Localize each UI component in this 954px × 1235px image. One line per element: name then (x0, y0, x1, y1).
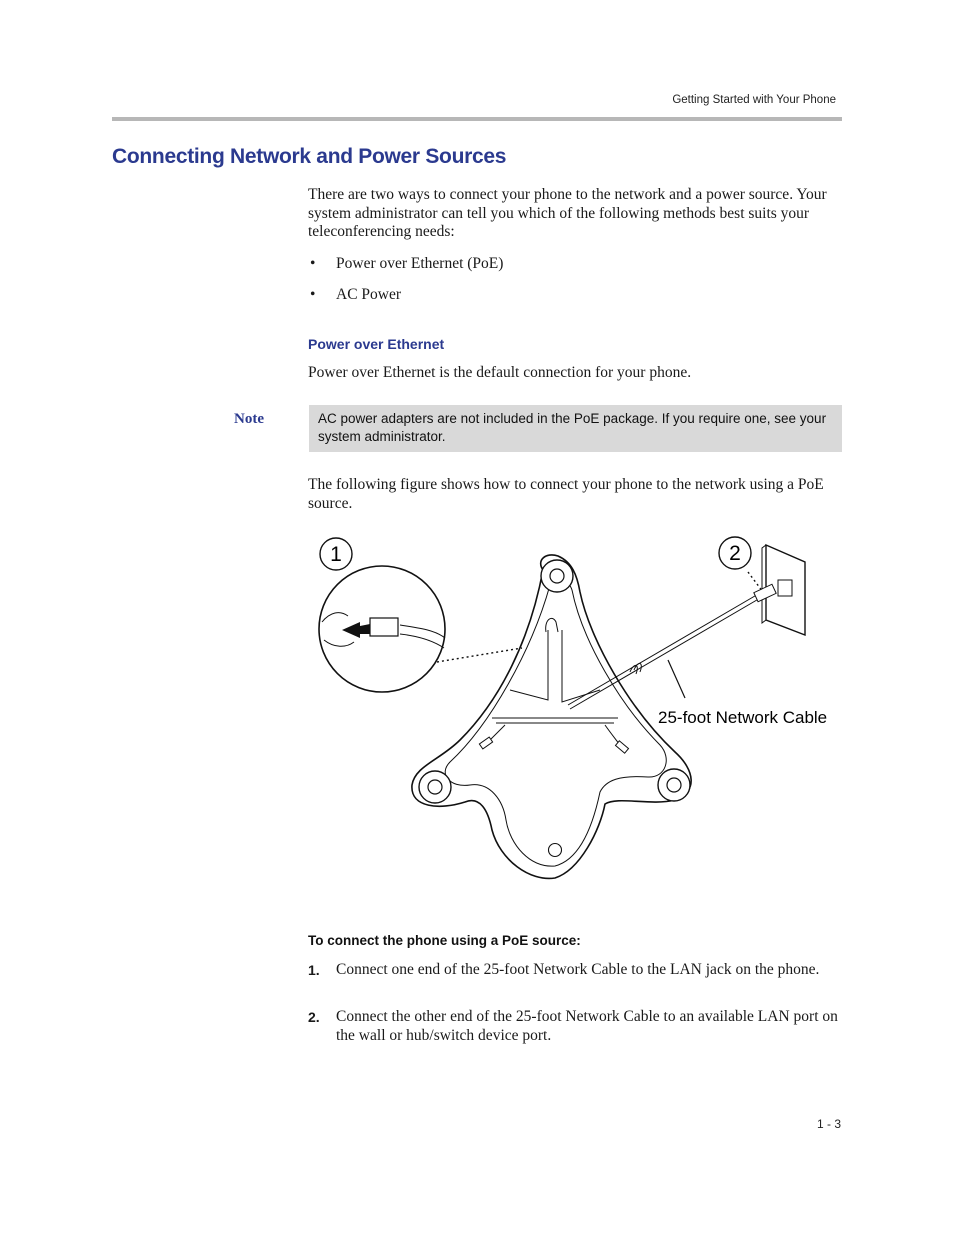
bullet-dot: • (310, 255, 316, 272)
bottom-hole (549, 844, 562, 857)
section-title: Connecting Network and Power Sources (112, 145, 507, 168)
poe-connection-figure (300, 530, 860, 890)
procedure-heading: To connect the phone using a PoE source: (308, 933, 581, 948)
detail-plug (370, 618, 398, 636)
step-number: 1. (308, 962, 320, 978)
page-number: 1 - 3 (816, 1117, 841, 1131)
step-text: Connect the other end of the 25-foot Network Cable to an available LAN port on the wall or hub/switch device port. (336, 1008, 838, 1044)
callout-2-number: 2 (729, 542, 741, 565)
bullet-text: AC Power (336, 286, 402, 303)
bullet-text: Power over Ethernet (PoE) (336, 255, 504, 272)
step-text: Connect one end of the 25-foot Network Cable to the LAN jack on the phone. (336, 961, 820, 978)
intro-paragraph: There are two ways to connect your phone to the network and a power source. Your system administrator can tell you which of the following methods best suits your teleconferencing needs: (308, 186, 827, 240)
poe-paragraph: Power over Ethernet is the default connection for your phone. (308, 364, 692, 381)
step-number: 2. (308, 1009, 320, 1025)
callout-1-number: 1 (330, 543, 342, 566)
detail-leader (437, 648, 522, 662)
phone-body-outline (412, 555, 691, 879)
header-rule (112, 117, 842, 121)
label-leader-line (668, 660, 685, 698)
poe-heading: Power over Ethernet (308, 336, 445, 352)
note-box (309, 405, 842, 452)
bullet-dot: • (310, 286, 316, 303)
left-foot-hole (428, 780, 442, 794)
wall-jack (778, 580, 792, 596)
running-header: Getting Started with Your Phone (672, 94, 836, 106)
cable-label: 25-foot Network Cable (658, 708, 828, 727)
note-text: AC power adapters are not included in the PoE package. If you require one, see your system administrator. (318, 411, 827, 444)
right-foot-hole (667, 778, 681, 792)
wall-leader (748, 572, 763, 592)
note-label: Note (234, 411, 264, 427)
figure-intro: The following figure shows how to connect your phone to the network using a PoE source. (308, 476, 824, 512)
top-foot-hole (550, 569, 564, 583)
